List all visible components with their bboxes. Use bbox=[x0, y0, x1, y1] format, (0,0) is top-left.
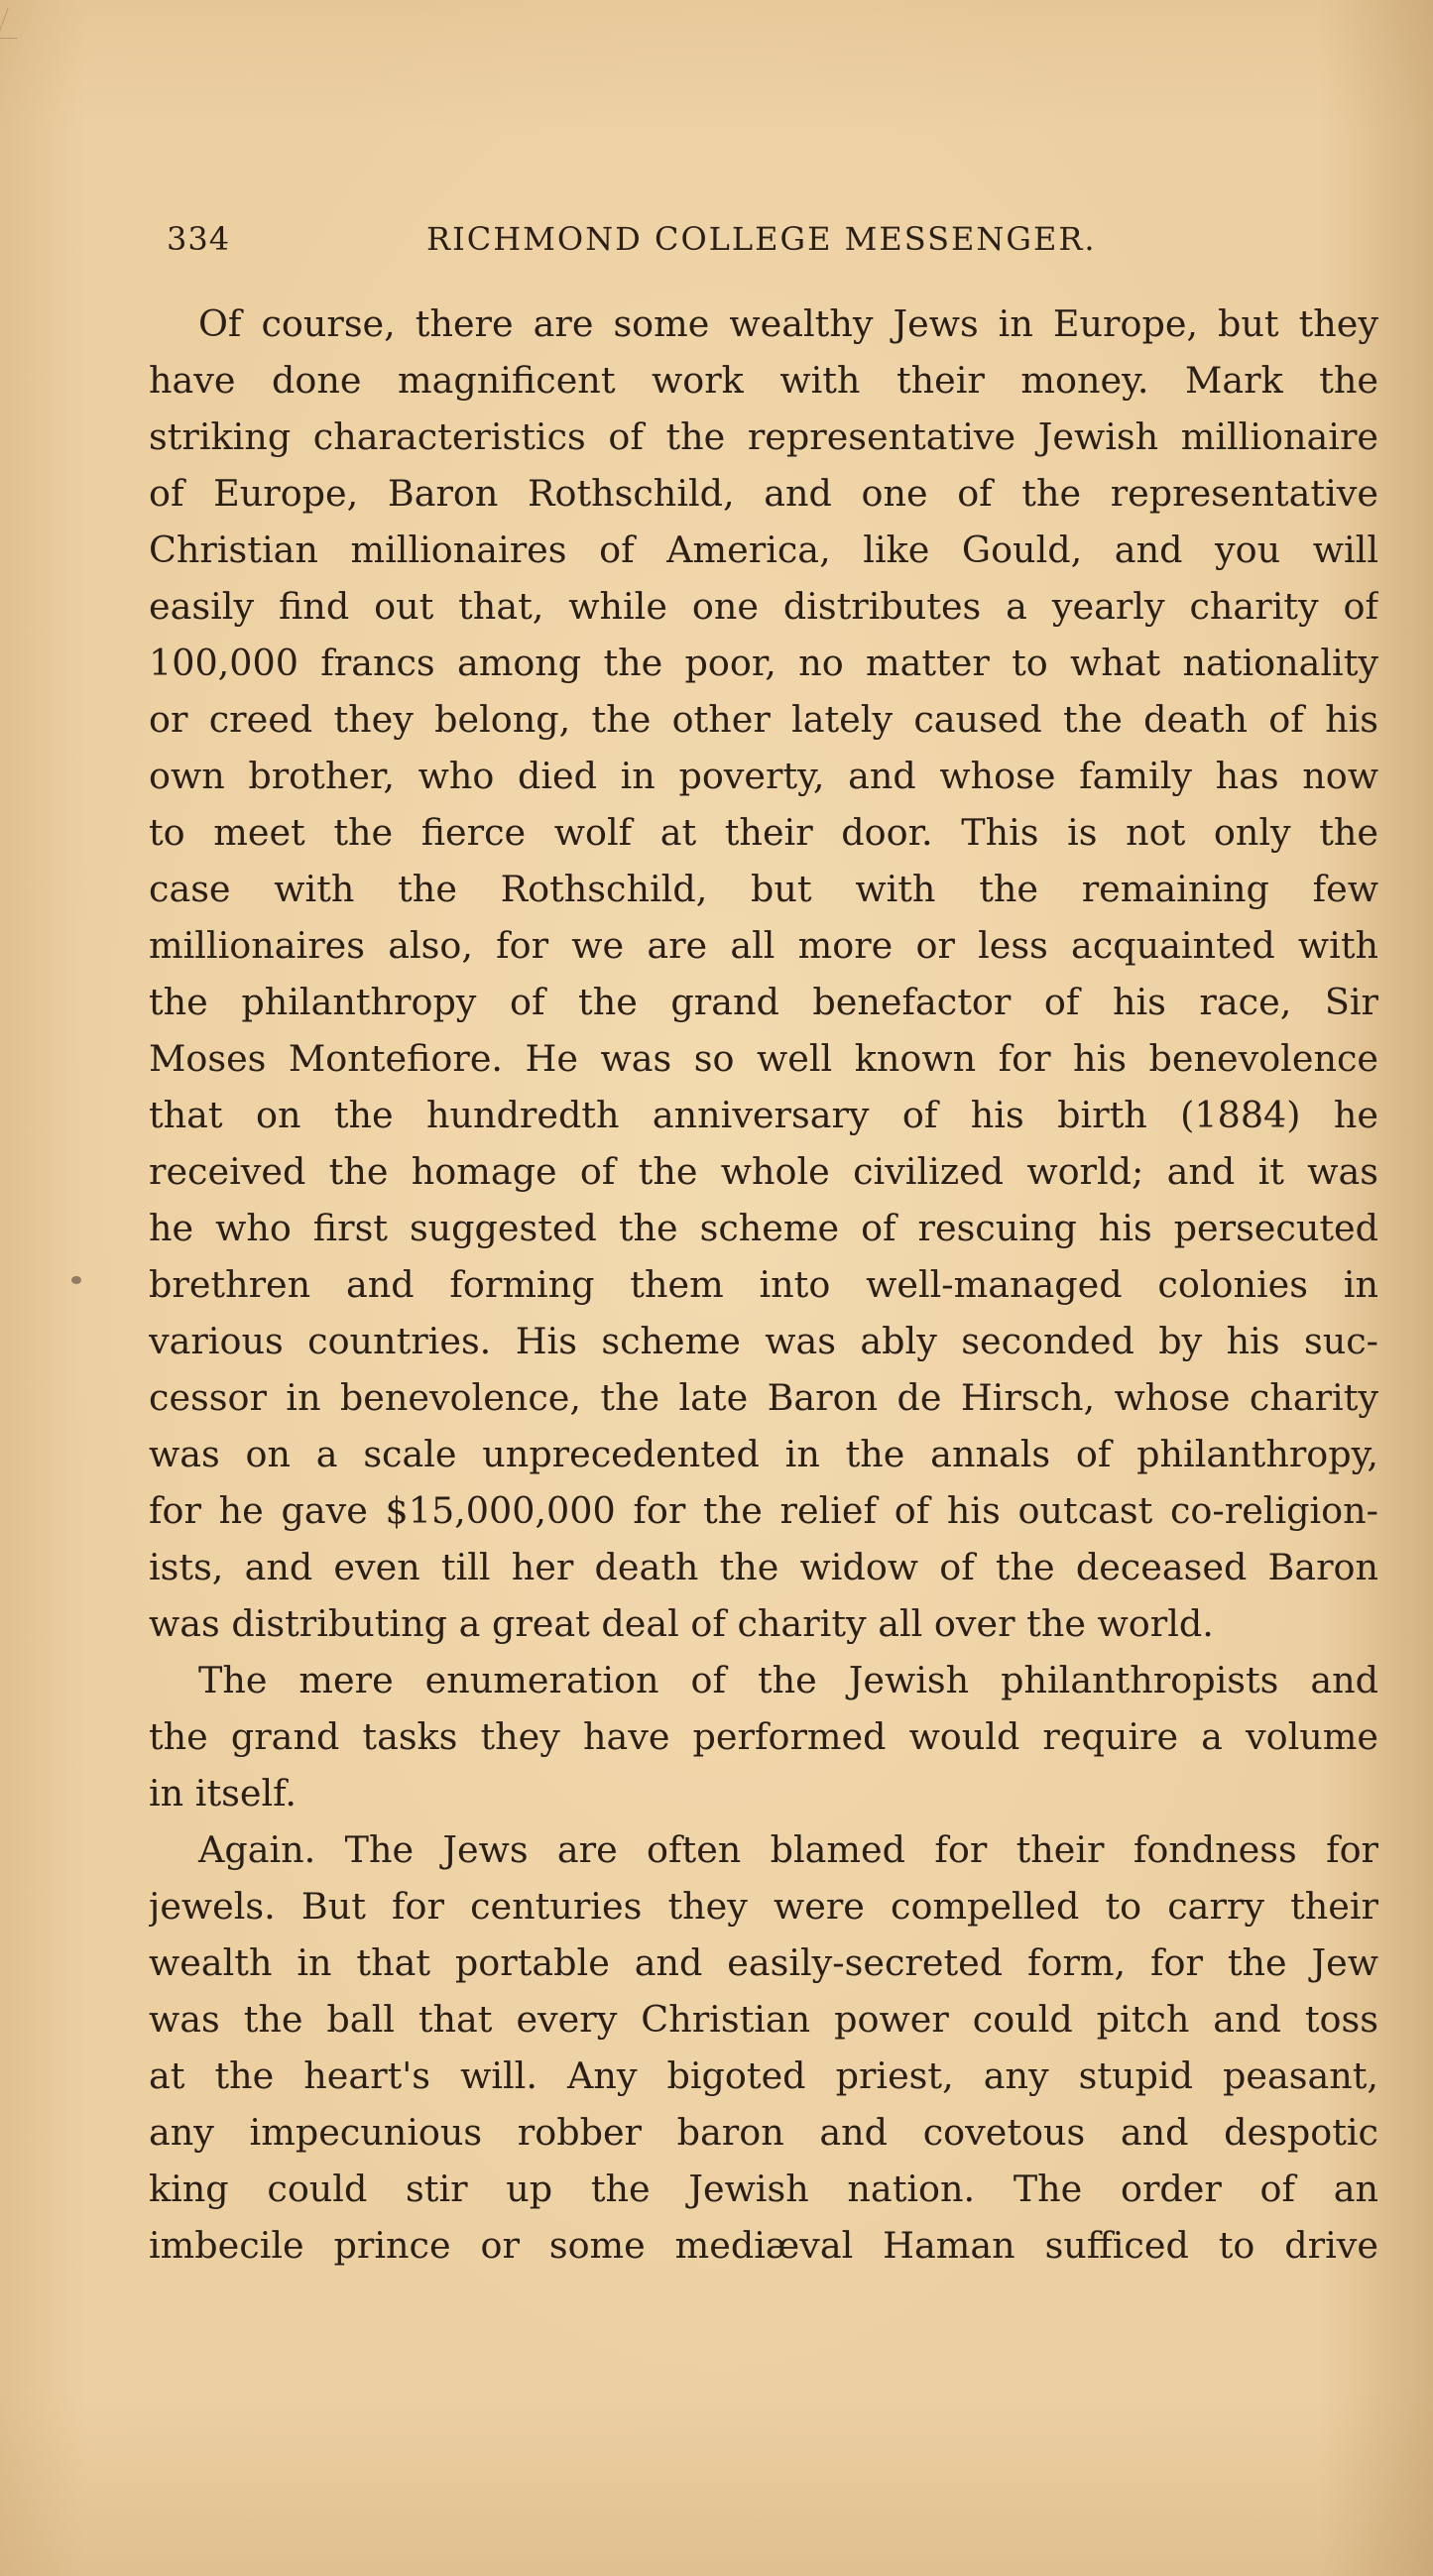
running-head bbox=[167, 220, 1357, 270]
text-line: for he gave $15,000,000 for the relief of his outcast co-religion- bbox=[149, 1489, 1378, 1532]
text-line: jewels. But for centuries they were compelled to carry their bbox=[149, 1885, 1378, 1928]
text-line: that on the hundredth anniversary of his birth (1884) he bbox=[149, 1094, 1378, 1136]
page-corner-crease bbox=[0, 8, 29, 39]
text-line: at the heart's will. Any bigoted priest, any stupid peasant, bbox=[149, 2054, 1378, 2097]
body-text bbox=[149, 295, 1378, 2274]
text-line: striking characteristics of the representative Jewish millionaire bbox=[149, 415, 1378, 458]
paragraph-1 bbox=[149, 295, 1378, 1652]
text-line: the philanthropy of the grand benefactor of his race, Sir bbox=[149, 981, 1378, 1023]
text-line: Christian millionaires of America, like Gould, and you will bbox=[149, 528, 1378, 571]
margin-ink-spot bbox=[71, 1276, 81, 1284]
text-line: or creed they belong, the other lately caused the death of his bbox=[149, 698, 1378, 741]
text-line: have done magnificent work with their money. Mark the bbox=[149, 359, 1378, 402]
text-line: was the ball that every Christian power could pitch and toss bbox=[149, 1998, 1378, 2041]
text-line: imbecile prince or some mediæval Haman sufficed to drive bbox=[149, 2224, 1378, 2267]
text-line: case with the Rothschild, but with the remaining few bbox=[149, 868, 1378, 910]
text-line: The mere enumeration of the Jewish philanthropists and bbox=[198, 1659, 1378, 1701]
journal-title: RICHMOND COLLEGE MESSENGER. bbox=[426, 220, 1097, 258]
text-line: in itself. bbox=[149, 1772, 297, 1815]
text-line: ists, and even till her death the widow of the deceased Baron bbox=[149, 1546, 1378, 1588]
text-line: Of course, there are some wealthy Jews in Europe, but they bbox=[198, 302, 1378, 345]
text-line: brethren and forming them into well-managed colonies in bbox=[149, 1263, 1378, 1306]
text-line: the grand tasks they have performed would require a volume bbox=[149, 1715, 1378, 1758]
text-line: of Europe, Baron Rothschild, and one of the representative bbox=[149, 472, 1378, 515]
text-line: Again. The Jews are often blamed for their fondness for bbox=[198, 1828, 1378, 1871]
text-line: cessor in benevolence, the late Baron de Hirsch, whose charity bbox=[149, 1376, 1378, 1419]
text-line: any impecunious robber baron and covetous and despotic bbox=[149, 2111, 1378, 2154]
paragraph-3 bbox=[149, 1821, 1378, 2274]
text-line: was on a scale unprecedented in the annals of philanthropy, bbox=[149, 1433, 1378, 1475]
text-line: millionaires also, for we are all more or less acquainted with bbox=[149, 924, 1378, 967]
page-number: 334 bbox=[167, 220, 231, 258]
text-line: was distributing a great deal of charity all over the world. bbox=[149, 1602, 1214, 1645]
text-line: to meet the fierce wolf at their door. This is not only the bbox=[149, 811, 1378, 854]
text-line: various countries. His scheme was ably seconded by his suc- bbox=[149, 1320, 1378, 1362]
text-line: received the homage of the whole civilized world; and it was bbox=[149, 1150, 1378, 1193]
paragraph-2 bbox=[149, 1652, 1378, 1821]
text-line: wealth in that portable and easily-secreted form, for the Jew bbox=[149, 1941, 1378, 1984]
text-line: 100,000 francs among the poor, no matter to what nationality bbox=[149, 642, 1378, 684]
text-line: own brother, who died in poverty, and whose family has now bbox=[149, 755, 1378, 797]
text-line: easily find out that, while one distributes a yearly charity of bbox=[149, 585, 1378, 628]
text-line: he who first suggested the scheme of rescuing his persecuted bbox=[149, 1207, 1378, 1249]
text-line: Moses Montefiore. He was so well known for his benevolence bbox=[149, 1037, 1378, 1080]
text-line: king could stir up the Jewish nation. The order of an bbox=[149, 2167, 1378, 2210]
